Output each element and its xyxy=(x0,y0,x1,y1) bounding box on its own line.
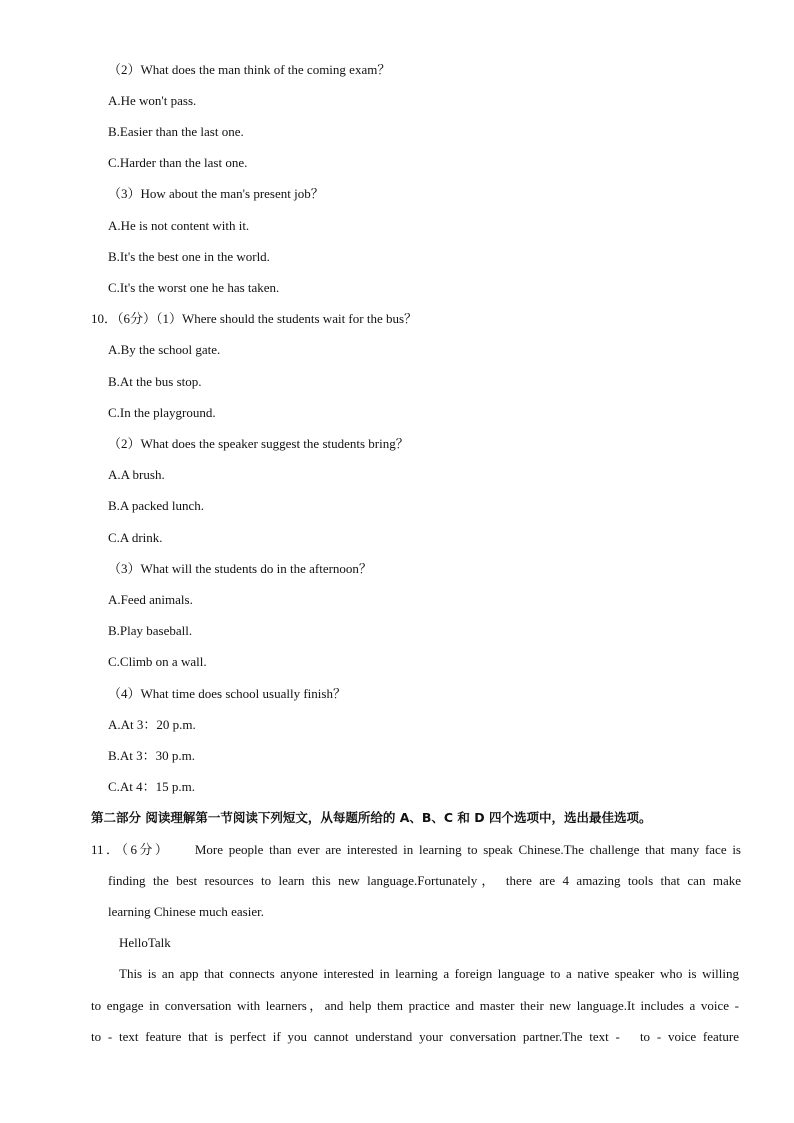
option-9-2-c: C.Harder than the last one. xyxy=(108,155,248,170)
option-10-4-a: A.At 3：20 p.m. xyxy=(108,717,196,732)
option-10-3-c: C.Climb on a wall. xyxy=(108,654,207,669)
option-9-2-b: B.Easier than the last one. xyxy=(108,124,244,139)
passage-line: to - text feature that is perfect if you cannot understand your conversation partner.The text - to - voice feature xyxy=(91,1029,739,1044)
option-10-1-c: C.In the playground. xyxy=(108,405,216,420)
question-10-4: （4）What time does school usually finish？ xyxy=(108,686,346,701)
passage-line: to engage in conversation with learners，and help them practice and master their new language.It includes a voice - xyxy=(91,998,739,1013)
option-9-3-a: A.He is not content with it. xyxy=(108,218,250,233)
question-11-intro: 11．（6分） More people than ever are interested in learning to speak Chinese.The challenge that many face is xyxy=(91,842,741,857)
option-10-3-a: A.Feed animals. xyxy=(108,592,193,607)
option-10-1-a: A.By the school gate. xyxy=(108,342,221,357)
passage-line: finding the best resources to learn this new language.Fortunately， there are 4 amazing tools that can make xyxy=(108,873,741,888)
option-10-1-b: B.At the bus stop. xyxy=(108,374,202,389)
question-9-3: （3）How about the man's present job？ xyxy=(108,186,324,201)
passage-line: This is an app that connects anyone interested in learning a foreign language to a native speaker who is willing xyxy=(119,966,739,981)
question-10-3: （3）What will the students do in the afternoon？ xyxy=(108,561,372,576)
question-10-2: （2）What does the speaker suggest the students bring？ xyxy=(108,436,409,451)
option-9-3-c: C.It's the worst one he has taken. xyxy=(108,280,280,295)
option-9-2-a: A.He won't pass. xyxy=(108,93,197,108)
section-heading: 第二部分 阅读理解第一节阅读下列短文，从每题所给的 A、B、C 和 D 四个选项中，选出最佳选项。 xyxy=(91,810,652,825)
option-10-2-c: C.A drink. xyxy=(108,530,163,545)
option-10-2-a: A.A brush. xyxy=(108,467,165,482)
passage-line: learning Chinese much easier. xyxy=(108,904,264,919)
option-10-3-b: B.Play baseball. xyxy=(108,623,193,638)
passage-subtitle: HelloTalk xyxy=(119,935,171,950)
option-10-4-c: C.At 4：15 p.m. xyxy=(108,779,196,794)
option-10-2-b: B.A packed lunch. xyxy=(108,498,205,513)
question-10-1: 10．（6分）（1）Where should the students wait for the bus？ xyxy=(91,311,418,326)
option-9-3-b: B.It's the best one in the world. xyxy=(108,249,270,264)
option-10-4-b: B.At 3：30 p.m. xyxy=(108,748,196,763)
question-9-2: （2）What does the man think of the coming exam？ xyxy=(108,62,391,77)
